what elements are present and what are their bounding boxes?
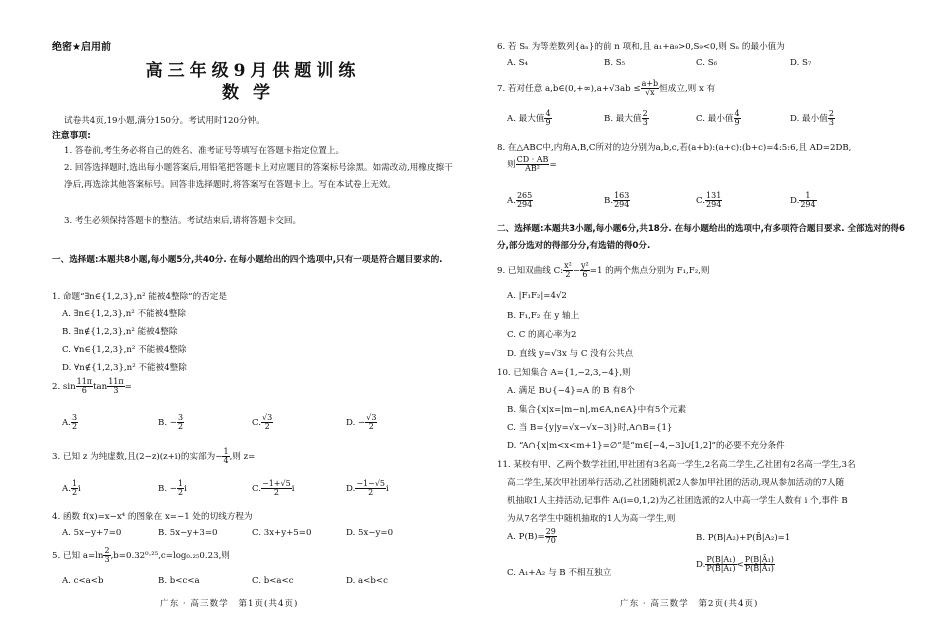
- question-6-stem: 6. 若 Sₙ 为等差数列{aₙ}的前 n 项和,且 a₁+a₉>0,S₉<0,则 Sₙ 的最小值为: [497, 42, 785, 52]
- q5-option-d: D. a<b<c: [346, 576, 388, 586]
- q9-option-a: A. |F₁F₂|=4√2: [507, 291, 567, 301]
- q1-option-b: B. ∃n∉{1,2,3},n² 能被4整除: [62, 327, 178, 337]
- q7-option-a: A. 最大值 $\frac{4}{9}$: [507, 109, 551, 127]
- q6-option-d: D. S₇: [790, 58, 812, 68]
- q10-option-d: D. “A∩{x|m<x<m+1}=∅”是“m∈[−4,−3]∪[1,2]”的必要不充分条件: [507, 441, 785, 451]
- question-11-line-1: 11. 某校有甲、乙两个数学社团,甲社团有3名高一学生,2名高二学生,乙社团有2名高一学生,3名: [497, 460, 856, 470]
- q2-option-d: D. − $\frac{√3}{2}$: [346, 413, 377, 431]
- question-1-stem: 1. 命题“∃n∈{1,2,3},n² 能被4整除”的否定是: [52, 292, 227, 302]
- q4-option-c: C. 3x+y+5=0: [252, 528, 312, 538]
- q11-option-a: A. P(B)= $\frac{29}{70}$: [507, 527, 556, 545]
- exam-title: 高三年级9月供题训练: [145, 61, 361, 81]
- q3-option-a: A. $\frac{1}{2}$ i: [62, 479, 81, 497]
- q10-option-b: B. 集合{x|x=|m−n|,m∈A,n∈A}中有5个元素: [507, 405, 687, 415]
- q2-option-c: C. $\frac{√3}{2}$: [252, 413, 273, 431]
- question-2-stem: 2. sin $\frac{11\pi}{6}$ tan $\frac{11\pi}{3}$ =: [52, 377, 132, 395]
- q3-option-b: B. − $\frac{1}{2}$ i: [158, 479, 187, 497]
- q8-option-d: D. $\frac{1}{294}$: [790, 191, 816, 209]
- q7-option-b: B. 最大值 $\frac{2}{3}$: [604, 109, 648, 127]
- q2-option-a: A. $\frac{3}{2}$: [62, 413, 78, 431]
- q6-option-a: A. S₄: [507, 58, 529, 68]
- question-11-line-2: 高二学生,某次甲社团举行活动,乙社团随机派2人参加甲社团的活动,现从参加活动的7人随: [507, 478, 845, 488]
- q8-option-b: B. $\frac{163}{294}$: [604, 191, 630, 209]
- exam-subject: 数学: [222, 83, 284, 103]
- question-9-stem: 9. 已知双曲线 C: $\frac{\text{x²}}{2}$ − $\frac{\text{y²}}{6}$ =1 的两个焦点分别为 F₁,F₂,则: [497, 261, 710, 279]
- question-8-stem-2: 则 $\frac{CD \cdot AB}{\text{AB²}}$ =: [507, 155, 557, 173]
- q9-option-d: D. 直线 y=√3x 与 C 没有公共点: [507, 349, 634, 359]
- notes-heading: 注意事项:: [52, 131, 91, 141]
- q4-option-a: A. 5x−y+7=0: [62, 528, 122, 538]
- q5-option-a: A. c<a<b: [62, 576, 104, 586]
- secret-label: 绝密★启用前: [52, 42, 111, 53]
- section-2-heading: 二、选择题:本题共3小题,每小题6分,共18分. 在每小题给出的选项中,有多项符合题目要求. 全部选对的得6分,部分选对的得部分分,有选错的得0分.: [497, 224, 905, 251]
- q9-option-b: B. F₁,F₂ 在 y 轴上: [507, 311, 580, 321]
- q4-option-d: D. 5x−y=0: [346, 528, 394, 538]
- q1-option-a: A. ∃n∈{1,2,3},n² 不能被4整除: [62, 309, 186, 319]
- question-10-stem: 10. 已知集合 A={1,−2,3,−4},则: [497, 368, 631, 378]
- question-4-stem: 4. 函数 f(x)=x−x⁴ 的图象在 x=−1 处的切线方程为: [52, 512, 253, 522]
- question-11-line-4: 为从7名学生中随机抽取的1人为高一学生,则: [507, 514, 676, 524]
- question-5-stem: 5. 已知 a=ln $\frac{2}{3}$ ,b=0.32⁰·²⁵,c=log₀.₂₅0.23,则: [52, 546, 230, 564]
- question-3-stem: 3. 已知 z 为纯虚数,且(2−z)(z+i)的实部为− $\frac{1}{4}$ ,则 z=: [52, 447, 256, 465]
- q11-option-b: B. P(B|A₂)+P(B̄|A₂)=1: [696, 533, 791, 543]
- q1-option-c: C. ∀n∈{1,2,3},n² 不能被4整除: [62, 345, 187, 355]
- q6-option-b: B. S₅: [604, 58, 626, 68]
- q10-option-c: C. 当 B={y|y=√x−√x−3|}时,A∩B={1}: [507, 423, 673, 433]
- question-7-stem: 7. 若对任意 a,b∈(0,+∞),a+√3ab ≤ $\frac{a+b}{√x}$ 恒成立,则 x 有: [497, 79, 716, 97]
- q3-option-c: C. $\frac{-1+√5}{2}$ i: [252, 479, 295, 497]
- q11-option-d: D. $\frac{\text{P(B|A₁)}}{\text{P(B̄|A₁)}}$ < $\frac{\text{P(B|Ā₁)}}{\text{P(B̄|Ā₁)}}$: [696, 555, 774, 573]
- q8-option-a: A. $\frac{265}{294}$: [507, 191, 533, 209]
- note-1: 1. 答卷前,考生务必将自己的姓名、准考证号等填写在答题卡指定位置上。: [64, 146, 345, 156]
- q11-option-c: C. A₁+A₂ 与 B 不相互独立: [507, 568, 612, 578]
- q2-option-b: B. − $\frac{3}{2}$: [158, 413, 184, 431]
- footer-page-2: 广东 · 高三数学 第2页(共4页): [620, 599, 759, 609]
- question-11-line-3: 机抽取1人主持活动,记事件 Aᵢ(i=0,1,2)为乙社团选派的2人中高一学生人数有 i 个,事件 B: [507, 496, 848, 506]
- q7-option-c: C. 最小值 $\frac{4}{9}$: [696, 109, 740, 127]
- note-2: 2. 回答选择题时,选出每小题答案后,用铅笔把答题卡上对应题目的答案标号涂黑。如需改动,用橡皮擦干净后,再选涂其他答案标号。回答非选择题时,将答案写在答题卡上。写在本试卷上无效。: [64, 163, 453, 190]
- q9-option-c: C. C 的离心率为2: [507, 330, 577, 340]
- q4-option-b: B. 5x−y+3=0: [158, 528, 218, 538]
- section-1-heading: 一、选择题:本题共8小题,每小题5分,共40分. 在每小题给出的四个选项中,只有一项是符合题目要求的.: [52, 255, 443, 265]
- q5-option-b: B. b<c<a: [158, 576, 200, 586]
- q1-option-d: D. ∀n∉{1,2,3},n² 不能被4整除: [62, 363, 187, 373]
- note-3: 3. 考生必须保持答题卡的整洁。考试结束后,请将答题卡交回。: [64, 216, 302, 226]
- footer-page-1: 广东 · 高三数学 第1页(共4页): [160, 599, 299, 609]
- q8-option-c: C. $\frac{131}{294}$: [696, 191, 722, 209]
- exam-info: 试卷共4页,19小题,满分150分。考试用时120分钟。: [64, 116, 265, 126]
- q10-option-a: A. 满足 B∪{−4}=A 的 B 有8个: [507, 386, 635, 396]
- q6-option-c: C. S₆: [696, 58, 718, 68]
- question-8-stem: 8. 在△ABC中,内角A,B,C所对的边分别为a,b,c,若(a+b):(a+c):(b+c)=4:5:6,且 AD=2DB,: [497, 143, 852, 153]
- q5-option-c: C. b<a<c: [252, 576, 294, 586]
- q3-option-d: D. $\frac{-1-√5}{2}$ i: [346, 479, 389, 497]
- q7-option-d: D. 最小值 $\frac{2}{3}$: [790, 109, 834, 127]
